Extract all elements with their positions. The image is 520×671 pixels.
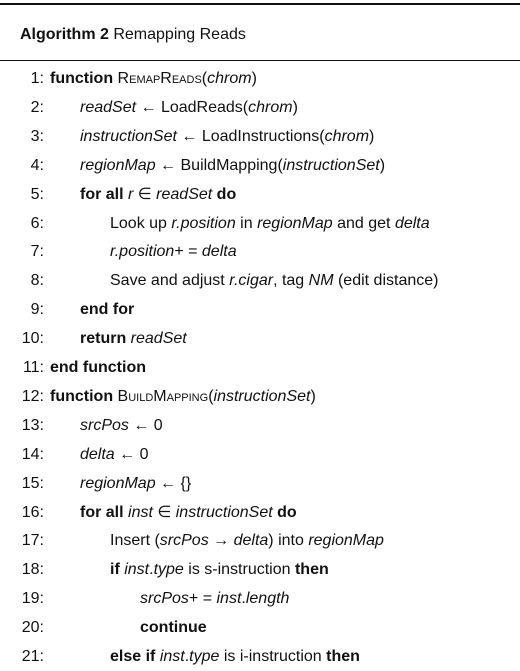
keyword: return	[80, 330, 131, 348]
algorithm-caption	[20, 26, 246, 44]
line-code	[80, 151, 385, 180]
variable: instructionSet	[282, 156, 380, 174]
algorithm-label: Algorithm 2	[20, 26, 109, 43]
algorithm-title: Remapping Reads	[113, 26, 246, 43]
line-number: 18:	[21, 561, 44, 579]
top-rule	[0, 3, 520, 5]
line-number: 20:	[21, 619, 44, 637]
variable: chrom	[248, 98, 293, 116]
algorithm-line	[0, 122, 520, 151]
line-number: 11:	[22, 359, 44, 376]
algorithm-line	[0, 64, 520, 93]
code-text: .	[149, 561, 154, 579]
algorithm-line	[0, 469, 520, 498]
code-text: (edit distance)	[333, 272, 439, 290]
line-code	[110, 526, 384, 555]
code-text: .	[184, 648, 190, 665]
algorithm-line	[0, 382, 520, 411]
line-code	[50, 382, 316, 411]
code-text: )	[292, 98, 298, 116]
keyword: end function	[50, 359, 146, 376]
line-code	[80, 93, 298, 122]
algorithm-line	[0, 555, 520, 584]
keyword: function	[50, 387, 118, 405]
line-code	[110, 555, 329, 584]
code-text: ← BuildMapping(	[155, 156, 283, 174]
line-number: 7:	[30, 243, 44, 261]
code-text: ← LoadInstructions(	[176, 127, 325, 145]
variable: inst	[216, 590, 242, 608]
code-text: ← LoadReads(	[136, 98, 249, 116]
keyword: then	[326, 648, 360, 665]
line-number: 17:	[21, 532, 44, 550]
variable: srcPos	[159, 532, 209, 550]
line-number: 3:	[30, 127, 44, 145]
code-text: ∈	[133, 185, 157, 203]
algorithm-line	[0, 93, 520, 122]
code-text: )	[251, 70, 257, 87]
algorithm-line	[0, 498, 520, 527]
line-number: 9:	[30, 301, 44, 319]
line-number: 1:	[30, 70, 44, 87]
variable: type	[189, 648, 220, 665]
variable: r	[128, 185, 134, 203]
code-text: (	[208, 387, 214, 405]
code-text: ) into	[268, 532, 309, 550]
keyword: for all	[80, 185, 129, 203]
code-text: + =	[174, 243, 202, 261]
code-text: )	[379, 156, 386, 174]
variable: instructionSet	[213, 387, 311, 405]
variable: r.position	[110, 243, 175, 261]
variable: type	[153, 561, 184, 579]
keyword: for all	[80, 503, 129, 521]
algorithm-line	[0, 151, 520, 180]
line-code	[110, 209, 430, 238]
algorithm-line	[0, 295, 520, 324]
variable: inst	[159, 648, 185, 665]
keyword: do	[212, 185, 237, 203]
code-text: in	[235, 214, 258, 232]
keyword: end for	[80, 301, 135, 319]
code-text: is s-instruction	[183, 561, 295, 579]
line-code	[80, 411, 163, 440]
caption-rule	[0, 60, 520, 61]
line-code	[140, 613, 207, 642]
code-text: ← 0	[114, 445, 149, 463]
variable: regionMap	[257, 214, 333, 232]
variable: regionMap	[308, 532, 384, 550]
variable: NM	[308, 272, 334, 290]
variable: regionMap	[80, 474, 156, 492]
algorithm-line	[0, 266, 520, 295]
code-text: Save and adjust	[110, 272, 230, 290]
keyword: continue	[140, 619, 207, 637]
keyword: else if	[110, 648, 160, 665]
algorithm-line	[0, 642, 520, 671]
algorithm-line	[0, 324, 520, 353]
variable: chrom	[207, 70, 252, 87]
variable: srcPos	[140, 590, 189, 608]
variable: instructionSet	[175, 503, 273, 521]
line-code	[80, 180, 236, 209]
algorithm-line	[0, 584, 520, 613]
line-code	[110, 642, 360, 671]
code-text: ∈	[152, 503, 176, 521]
code-text: (	[201, 70, 208, 87]
line-code	[110, 266, 438, 295]
code-text: Look up	[110, 214, 172, 232]
code-text: and get	[332, 214, 395, 232]
variable: srcPos	[80, 416, 129, 434]
variable: delta	[201, 243, 237, 261]
line-code	[80, 498, 297, 527]
line-number: 13:	[21, 416, 44, 434]
procedure-name: RemapReads	[117, 70, 202, 87]
variable: chrom	[324, 127, 370, 145]
code-text: →	[208, 532, 234, 550]
line-number: 10:	[21, 330, 44, 348]
line-number: 5:	[30, 185, 44, 203]
keyword: function	[50, 70, 118, 87]
code-text: )	[310, 387, 316, 405]
variable: delta	[394, 214, 430, 232]
line-number: 19:	[21, 590, 44, 608]
variable: instructionSet	[80, 127, 177, 145]
algorithm-line	[0, 237, 520, 266]
variable: readSet	[80, 98, 137, 116]
code-text: + =	[188, 590, 217, 608]
line-code	[50, 353, 146, 382]
code-text: ← {}	[155, 474, 192, 492]
algorithm-line	[0, 209, 520, 238]
line-code	[50, 64, 257, 93]
code-text: is i-instruction	[219, 648, 327, 665]
line-number: 21:	[21, 648, 44, 665]
variable: readSet	[130, 330, 187, 348]
algorithm-line	[0, 440, 520, 469]
line-number: 12:	[21, 387, 44, 405]
variable: inst	[124, 561, 150, 579]
algorithm-line	[0, 411, 520, 440]
code-text: , tag	[273, 272, 309, 290]
variable: delta	[80, 445, 115, 463]
variable: length	[245, 590, 290, 608]
line-code	[80, 122, 374, 151]
line-number: 16:	[21, 503, 44, 521]
variable: inst	[128, 503, 153, 521]
line-code	[80, 469, 191, 498]
keyword: do	[272, 503, 297, 521]
code-text: ← 0	[128, 416, 163, 434]
algorithm-line	[0, 180, 520, 209]
line-number: 8:	[30, 272, 44, 290]
procedure-name: BuildMapping	[117, 387, 209, 405]
code-text: .	[241, 590, 246, 608]
variable: r.cigar	[229, 272, 274, 290]
variable: r.position	[171, 214, 236, 232]
line-number: 6:	[30, 214, 44, 232]
line-number: 2:	[30, 98, 44, 116]
algorithm-line	[0, 353, 520, 382]
line-number: 14:	[21, 445, 44, 463]
algorithm-line	[0, 613, 520, 642]
line-code	[140, 584, 289, 613]
line-code	[110, 237, 237, 266]
variable: regionMap	[80, 156, 156, 174]
keyword: if	[110, 561, 125, 579]
line-number: 4:	[30, 156, 44, 174]
line-code	[80, 324, 187, 353]
line-code	[80, 440, 149, 469]
variable: delta	[233, 532, 269, 550]
variable: readSet	[156, 185, 213, 203]
code-text: )	[369, 127, 375, 145]
line-number: 15:	[21, 474, 44, 492]
line-code	[80, 295, 134, 324]
code-text: Insert (	[110, 532, 160, 550]
algorithm-line	[0, 526, 520, 555]
keyword: then	[294, 561, 329, 579]
